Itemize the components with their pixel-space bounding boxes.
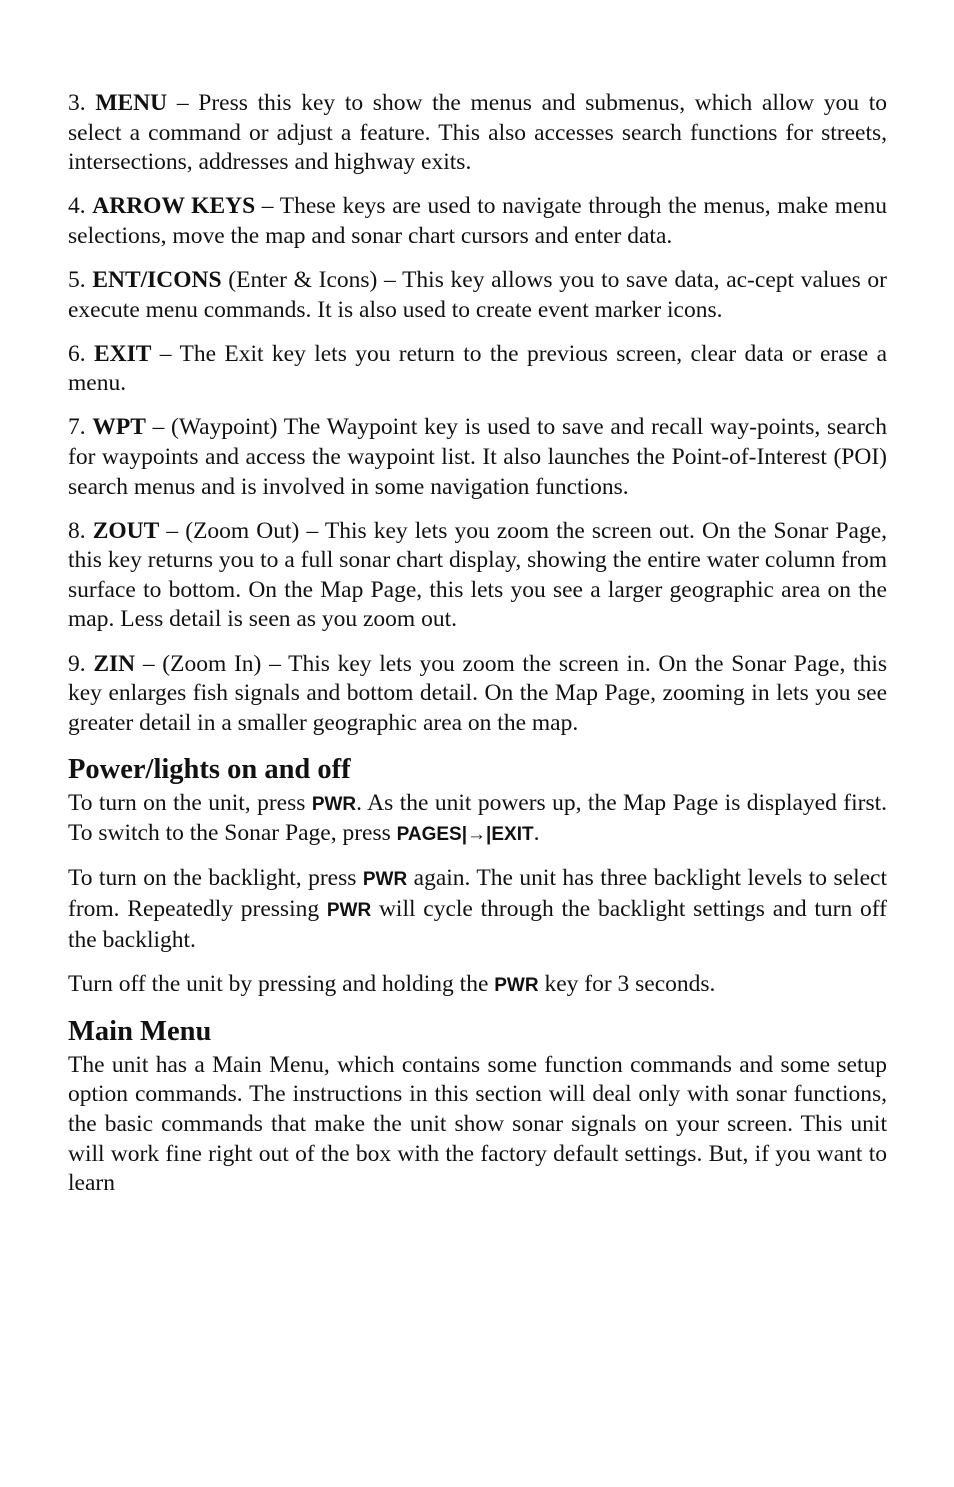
item-number: 3. [68, 90, 86, 116]
key-name: ZIN [93, 650, 136, 677]
item-number: 6. [68, 340, 86, 367]
section-heading-power: Power/lights on and off [68, 753, 351, 785]
key-name: EXIT [93, 340, 152, 367]
item-exit [68, 340, 887, 399]
power-paragraph-2 [68, 864, 887, 955]
item-number: 8. [68, 517, 86, 544]
text-run: To turn on the unit, press [68, 789, 312, 816]
key-name: ENT/ICONS [92, 266, 222, 293]
text-run: . As the unit powers up, the Map Page is displayed first. To switch to the Sonar Page, press [68, 789, 887, 847]
item-number: 4. [68, 193, 86, 220]
pwr-key-label: PWR [311, 793, 357, 815]
text-run: . [533, 820, 540, 847]
text-run: key for 3 seconds. [538, 970, 716, 997]
key-name: WPT [92, 414, 146, 441]
item-number: 5. [68, 266, 86, 293]
item-zout [68, 517, 887, 635]
item-text: – Press this key to show the menus and submenus, which allow you to select a command or adjust a feature. This also accesses search functions for streets, intersections, addresses and highway exits. [68, 90, 888, 176]
key-name: MENU [95, 90, 168, 116]
text-run: again. The unit has three backlight levels to select from. Repeatedly pressing [68, 865, 887, 923]
item-text: – The Exit key lets you return to the previous screen, clear data or erase a menu. [68, 340, 887, 397]
pages-exit-key-label: PAGES|→|EXIT [396, 824, 534, 846]
text-run: To turn on the backlight, press [68, 865, 363, 892]
text-run: will cycle through the backlight settings and turn off the backlight. [68, 896, 887, 953]
pwr-key-label: PWR [326, 900, 372, 922]
item-text: – These keys are used to navigate through the menus, make menu selections, move the map and sonar chart cursors and enter data. [68, 193, 888, 249]
item-text: – (Waypoint) The Waypoint key is used to save and recall way-points, search for waypoints and access the waypoint list. It also launches the Point-of-Interest (POI) search menus and is involved in some navigation functions. [68, 414, 887, 500]
key-name: ZOUT [92, 517, 160, 544]
document-page [68, 89, 887, 1199]
item-menu [68, 89, 887, 178]
item-wpt [68, 413, 887, 502]
item-text: – (Zoom Out) – This key lets you zoom the screen out. On the Sonar Page, this key returns you to a full sonar chart display, showing the entire water column from surface to bottom. On the Map Page, this lets you see a larger geographic area on the map. Less detail is seen as you zoom out. [68, 517, 888, 633]
item-text: (Enter & Icons) – This key allows you to save data, ac-cept values or execute menu commands. It is also used to create event marker icons. [68, 266, 887, 323]
main-menu-paragraph: The unit has a Main Menu, which contains some function commands and some setup option commands. The instructions in this section will deal only with sonar functions, the basic commands that make the unit show sonar signals on your screen. This unit will work fine right out of the box with the factory default settings. But, if you want to learn [68, 1051, 887, 1197]
section-heading-main-menu: Main Menu [68, 1015, 212, 1047]
item-zin [68, 650, 887, 739]
power-paragraph-3 [68, 970, 887, 1001]
item-arrow-keys [68, 192, 887, 251]
key-name: ARROW KEYS [92, 193, 256, 220]
item-text: – (Zoom In) – This key lets you zoom the screen in. On the Sonar Page, this key enlarges fish signals and bottom detail. On the Map Page, zooming in lets you see greater detail in a smaller geographic area on the map. [68, 650, 888, 736]
text-run: Turn off the unit by pressing and holding the [68, 970, 495, 997]
power-paragraph-1 [68, 789, 887, 850]
pwr-key-label: PWR [362, 869, 408, 891]
item-number: 7. [68, 414, 86, 441]
item-ent-icons [68, 266, 887, 325]
item-number: 9. [68, 650, 86, 677]
pwr-key-label: PWR [494, 974, 539, 996]
